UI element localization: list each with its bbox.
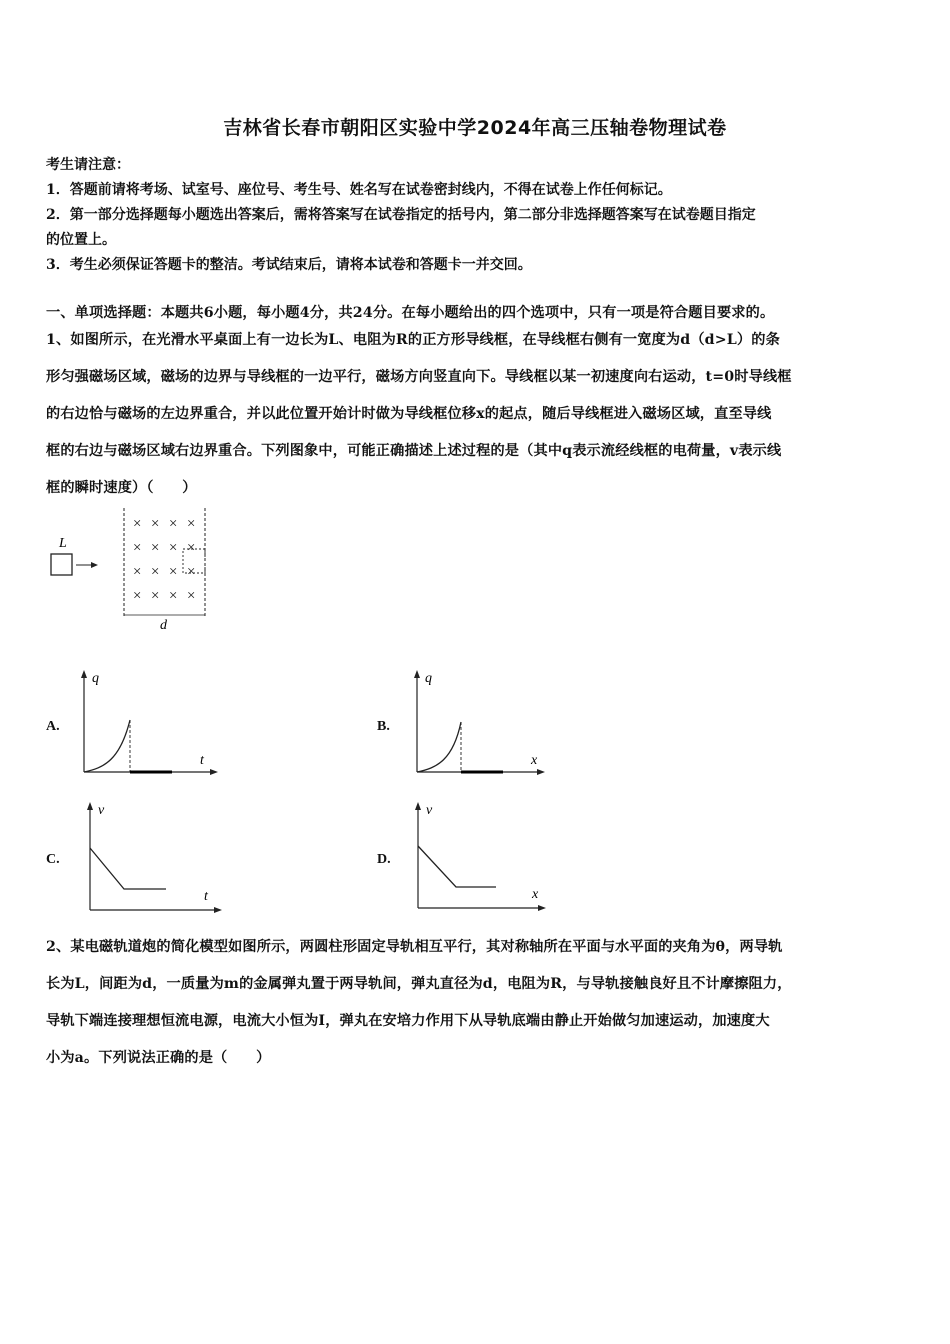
option-b-label: B. (377, 719, 390, 734)
y-axis-label: v (426, 803, 433, 818)
option-d-label: D. (377, 852, 391, 867)
x-axis-label: x (532, 887, 539, 902)
notice-heading: 考生请注意： (46, 157, 130, 173)
svg-text:×: × (132, 588, 143, 604)
notice-item: 的位置上。 (46, 232, 116, 248)
x-axis-label: x (531, 753, 538, 768)
svg-text:×: × (186, 516, 197, 532)
question-1-line: 框的瞬时速度）（ ） (46, 480, 197, 496)
svg-text:×: × (168, 564, 179, 580)
question-1-line: 框的右边与磁场区域右边界重合。下列图象中，可能正确描述上述过程的是（其中q表示流经线框的电荷量，v表示线 (46, 443, 782, 459)
option-c-graph (76, 800, 226, 915)
y-axis-label: q (425, 671, 432, 686)
velocity-line (418, 846, 496, 887)
arrow-head (91, 562, 98, 568)
question-2-line: 导轨下端连接理想恒流电源，电流大小恒为I，弹丸在安培力作用下从导轨底端由静止开始做匀加速运动，加速度大 (46, 1013, 770, 1029)
question-1-line: 形匀强磁场区域，磁场的边界与导线框的一边平行，磁场方向竖直向下。导线框以某一初速度向右运动，t=0时导线框 (46, 369, 792, 385)
notice-item: 2．第一部分选择题每小题选出答案后，需将答案写在试卷指定的括号内，第二部分非选择题答案写在试卷题目指定 (46, 207, 756, 223)
notice-item: 1．答题前请将考场、试室号、座位号、考生号、姓名写在试卷密封线内，不得在试卷上作任何标记。 (46, 182, 672, 198)
curve (84, 720, 130, 772)
option-d-graph (404, 800, 549, 915)
label-d: d (160, 618, 167, 633)
svg-text:×: × (186, 588, 197, 604)
svg-text:×: × (168, 516, 179, 532)
label-L: L (59, 536, 67, 551)
curve (417, 722, 461, 772)
velocity-line (90, 848, 166, 889)
svg-text:×: × (150, 588, 161, 604)
page-title: 吉林省长春市朝阳区实验中学2024年高三压轴卷物理试卷 (223, 117, 727, 139)
option-a-graph (70, 668, 220, 778)
option-a-label: A. (46, 719, 60, 734)
question-2-line: 长为L，间距为d，一质量为m的金属弹丸置于两导轨间，弹丸直径为d，电阻为R，与导轨接触良好且不计摩擦阻力， (46, 976, 792, 992)
svg-text:×: × (150, 516, 161, 532)
q1-field-figure (40, 505, 220, 635)
x-axis-label: t (200, 753, 204, 768)
option-b-graph (403, 668, 548, 778)
svg-text:×: × (168, 588, 179, 604)
x-axis-label: t (204, 889, 208, 904)
y-axis-label: q (92, 671, 99, 686)
svg-text:×: × (150, 540, 161, 556)
svg-text:×: × (132, 540, 143, 556)
svg-text:×: × (132, 564, 143, 580)
svg-text:×: × (150, 564, 161, 580)
question-2-line: 2、某电磁轨道炮的简化模型如图所示，两圆柱形固定导轨相互平行，其对称轴所在平面与水平面的夹角为θ，两导轨 (46, 939, 783, 955)
y-axis-label: v (98, 803, 105, 818)
field-crosses (132, 516, 196, 604)
svg-text:×: × (168, 540, 179, 556)
svg-text:×: × (132, 516, 143, 532)
question-1-line: 的右边恰与磁场的左边界重合，并以此位置开始计时做为导线框位移x的起点，随后导线框进入磁场区域，直至导线 (46, 406, 772, 422)
option-c-label: C. (46, 852, 60, 867)
question-2-line: 小为a。下列说法正确的是（ ） (46, 1050, 271, 1066)
notice-item: 3．考生必须保证答题卡的整洁。考试结束后，请将本试卷和答题卡一并交回。 (46, 257, 532, 273)
svg-text:×: × (186, 564, 197, 580)
svg-text:×: × (186, 540, 197, 556)
square-loop (51, 554, 72, 575)
question-1-line: 1、如图所示，在光滑水平桌面上有一边长为L、电阻为R的正方形导线框，在导线框右侧有一宽度为d（d>L）的条 (46, 332, 780, 348)
section-heading: 一、单项选择题：本题共6小题，每小题4分，共24分。在每小题给出的四个选项中，只有一项是符合题目要求的。 (46, 305, 775, 321)
